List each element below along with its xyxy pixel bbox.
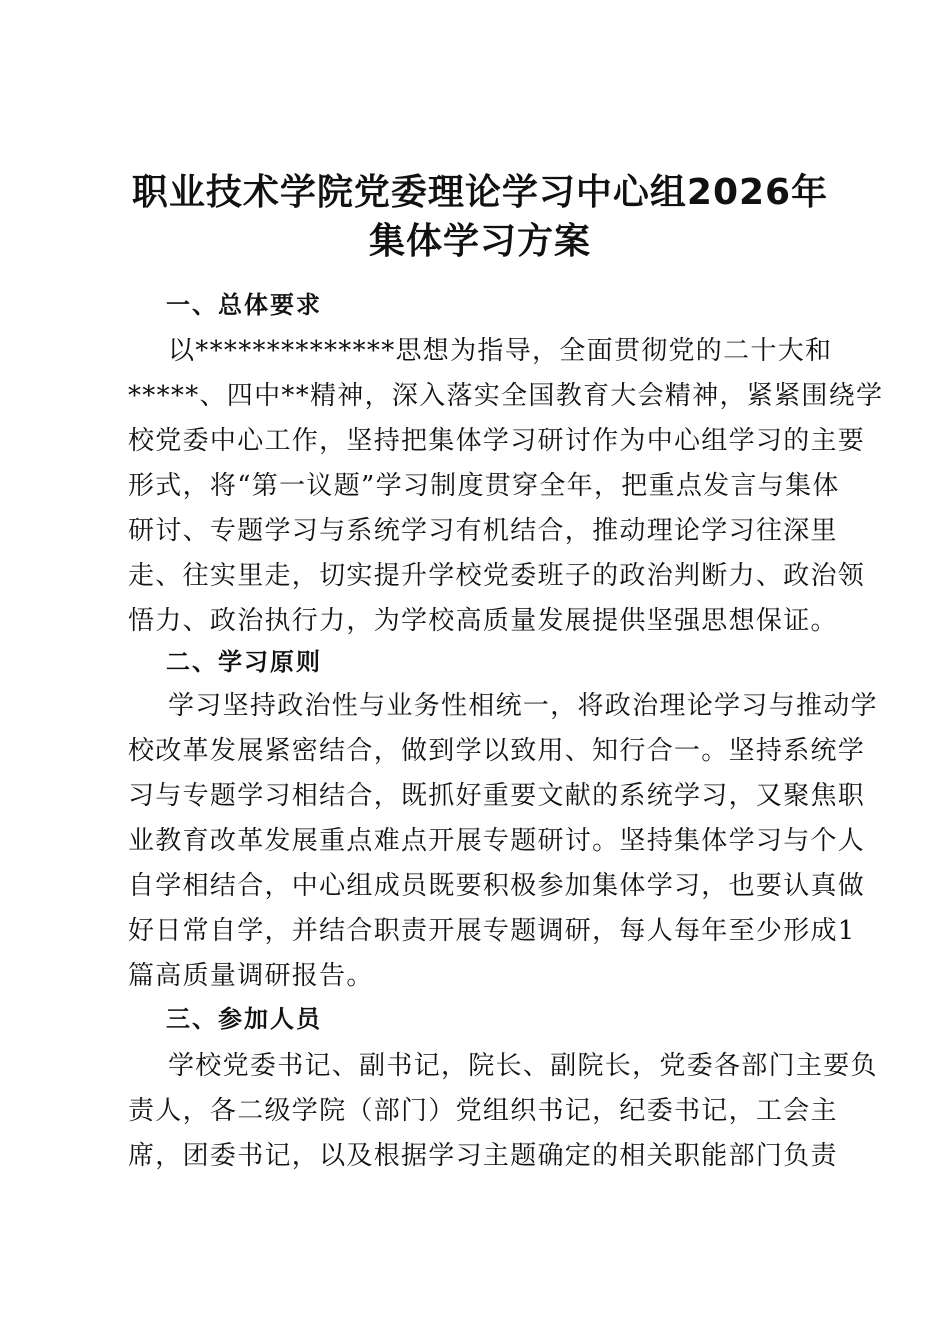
section-heading-learning-principles: 二、学习原则	[166, 648, 322, 676]
section-heading-participants: 三、参加人员	[166, 1005, 322, 1033]
paragraph-line: 篇高质量调研报告。	[128, 961, 374, 991]
paragraph-line: 以**************思想为指导，全面贯彻党的二十大和	[168, 336, 833, 366]
section-heading-general-requirements: 一、总体要求	[166, 291, 322, 319]
paragraph-line: 学校党委书记、副书记，院长、副院长，党委各部门主要负	[168, 1051, 878, 1081]
paragraph-participants	[128, 1044, 878, 1179]
paragraph-line: 席，团委书记，以及根据学习主题确定的相关职能部门负责	[128, 1141, 838, 1171]
paragraph-line: 业教育改革发展重点难点开展专题研讨。坚持集体学习与个人	[128, 826, 866, 856]
paragraph-line: 责人，各二级学院（部门）党组织书记，纪委书记，工会主	[128, 1096, 838, 1126]
paragraph-line: 走、往实里走，切实提升学校党委班子的政治判断力、政治领	[128, 561, 866, 591]
paragraph-line: *****、四中**精神，深入落实全国教育大会精神，紧紧围绕学	[128, 381, 884, 411]
paragraph-line: 形式，将“第一议题”学习制度贯穿全年，把重点发言与集体	[128, 471, 840, 501]
paragraph-line: 自学相结合，中心组成员既要积极参加集体学习，也要认真做	[128, 871, 866, 901]
paragraph-line: 习与专题学习相结合，既抓好重要文献的系统学习，又聚焦职	[128, 781, 866, 811]
document-title-line-2: 集体学习方案	[368, 221, 591, 262]
paragraph-line: 悟力、政治执行力，为学校高质量发展提供坚强思想保证。	[128, 606, 838, 636]
paragraph-line: 学习坚持政治性与业务性相统一，将政治理论学习与推动学	[168, 691, 878, 721]
paragraph-line: 好日常自学，并结合职责开展专题调研，每人每年至少形成1	[128, 916, 856, 946]
paragraph-learning-principles	[128, 684, 878, 999]
paragraph-line: 研讨、专题学习与系统学习有机结合，推动理论学习往深里	[128, 516, 838, 546]
paragraph-line: 校改革发展紧密结合，做到学以致用、知行合一。坚持系统学	[128, 736, 866, 766]
paragraph-general-requirements	[128, 329, 884, 644]
paragraph-line: 校党委中心工作，坚持把集体学习研讨作为中心组学习的主要	[128, 426, 866, 456]
document-title-line-1: 职业技术学院党委理论学习中心组2026年	[131, 172, 829, 213]
